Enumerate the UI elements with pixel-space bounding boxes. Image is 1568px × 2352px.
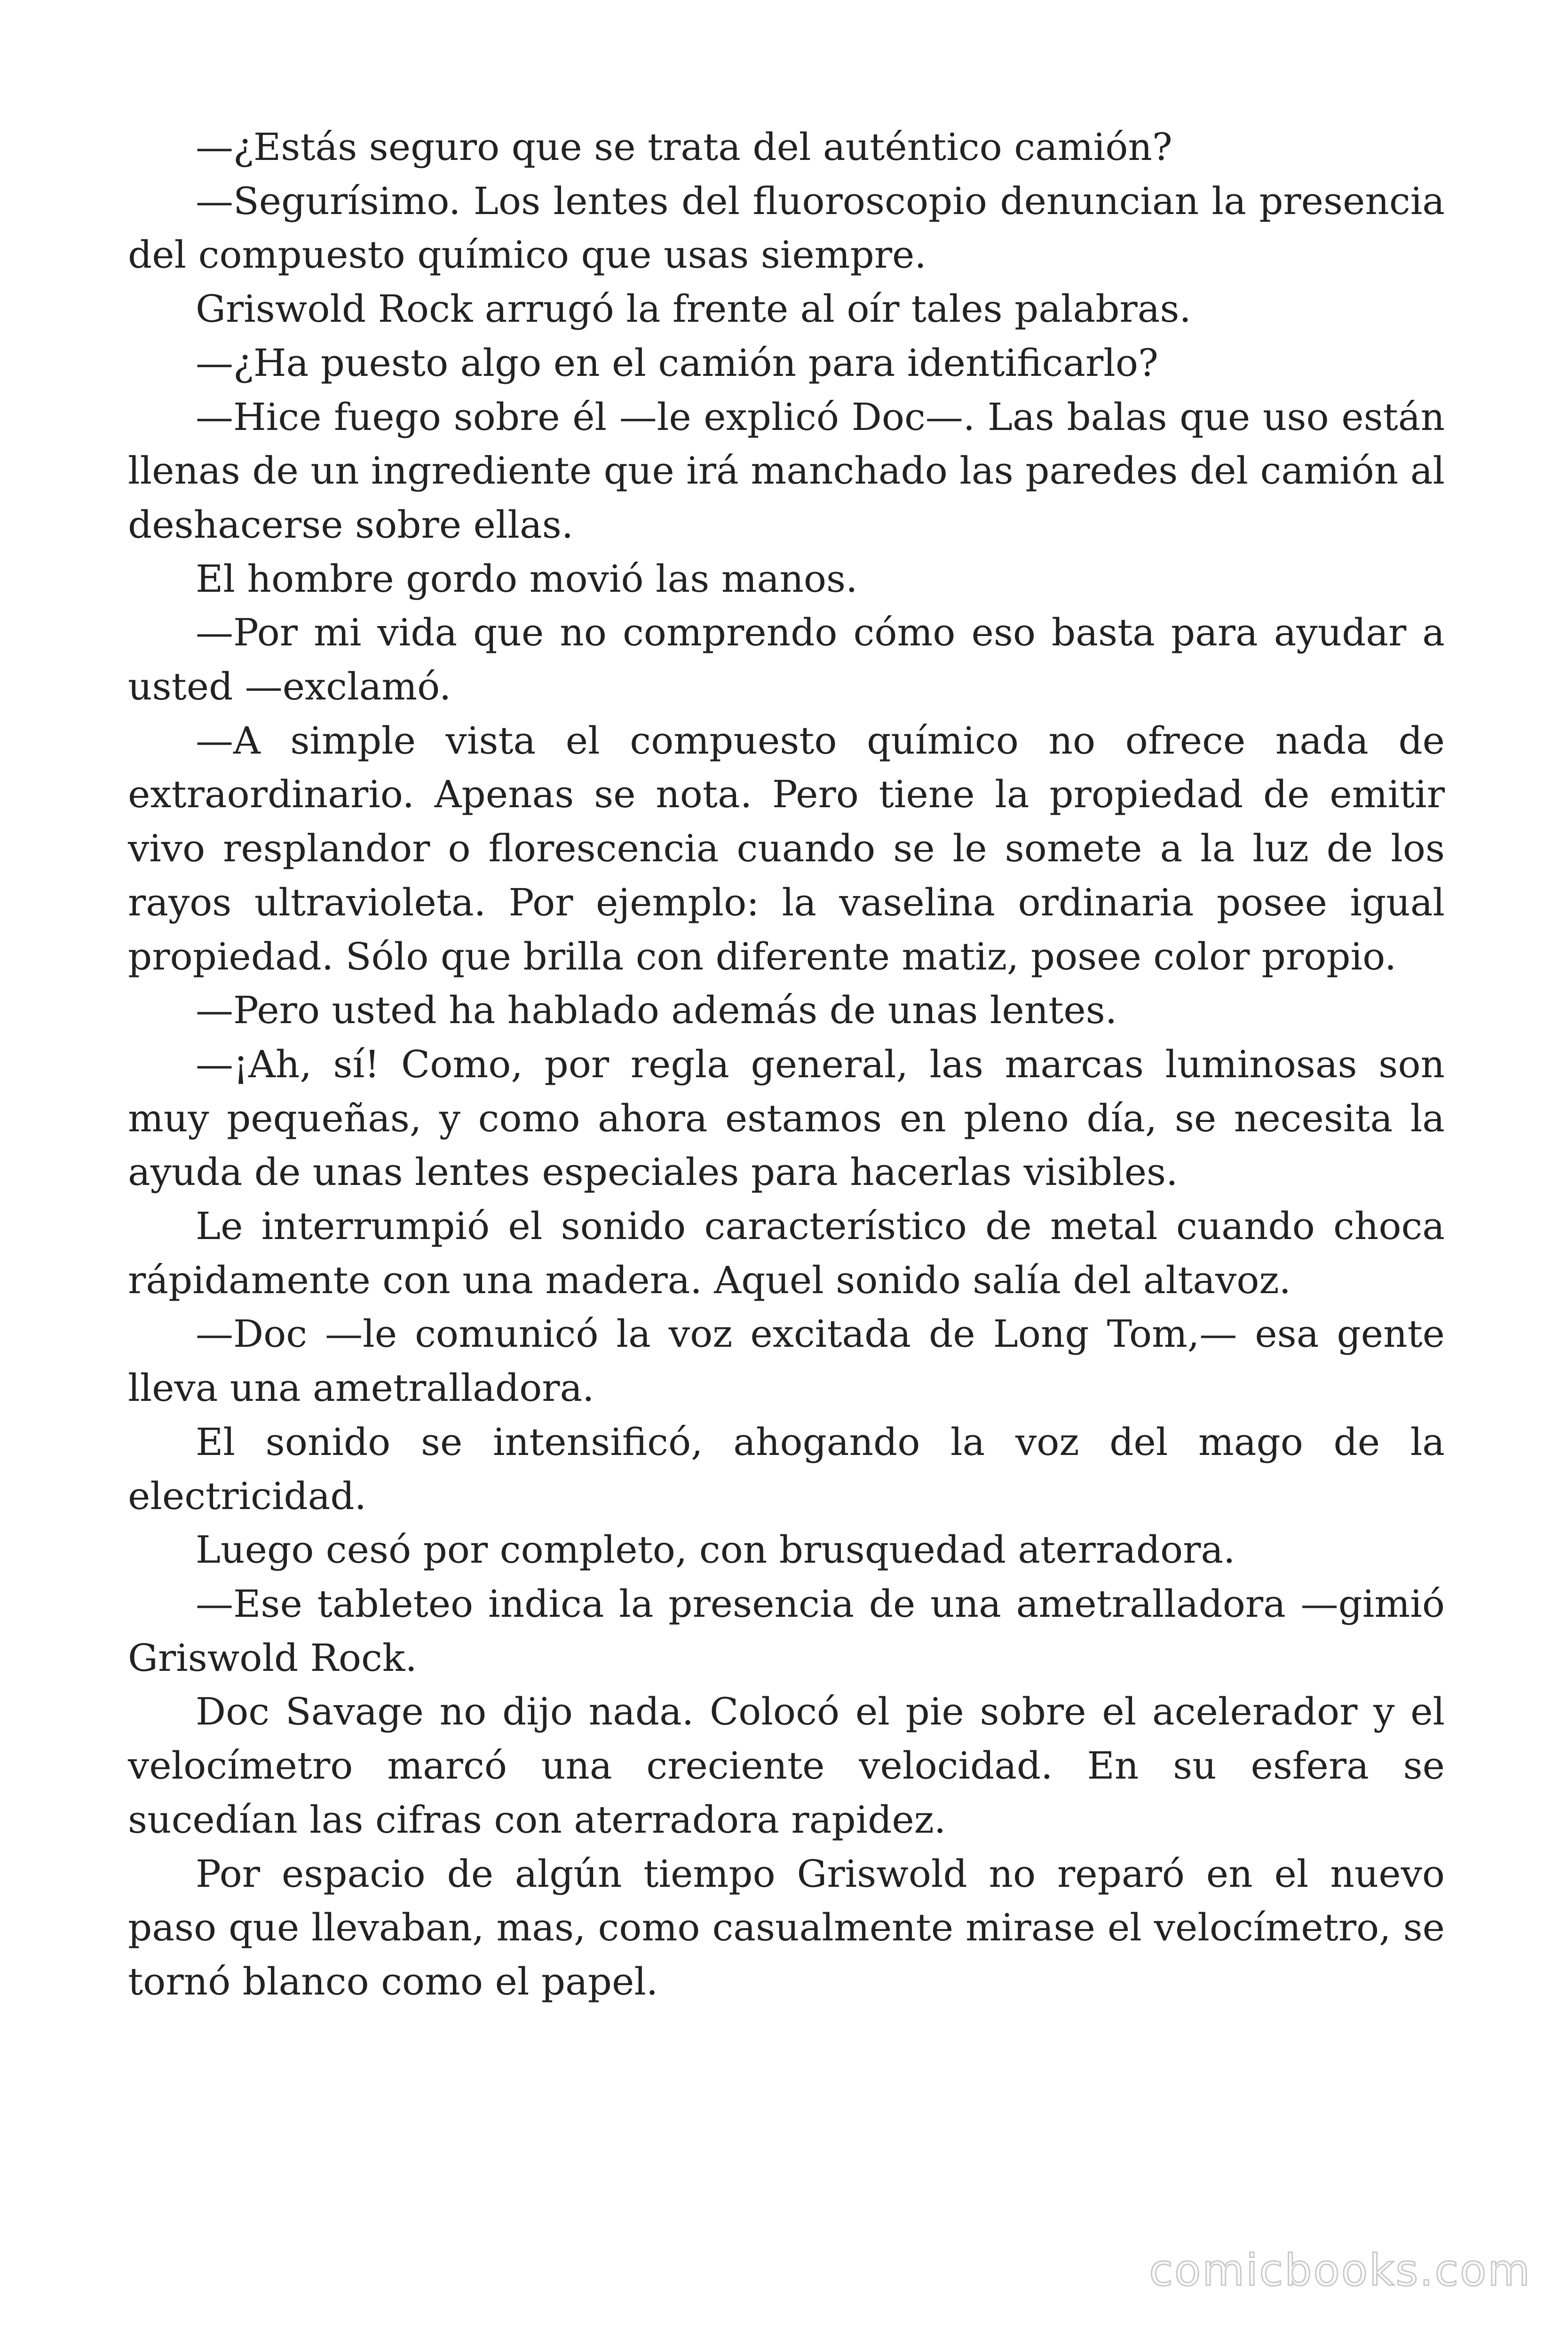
paragraph: Griswold Rock arrugó la frente al oír tales palabras.: [196, 287, 1191, 331]
paragraph: —¡Ah, sí! Como, por regla general, las marcas luminosas son muy pequeñas, y como ahora estamos en pleno día, se necesita la ayuda de unas lentes especiales para hacerlas visibles.: [128, 1042, 1445, 1194]
page-body-text: [128, 120, 1445, 2009]
paragraph: —Hice fuego sobre él —le explicó Doc—. Las balas que uso están llenas de un ingrediente que irá manchado las paredes del camión al deshacerse sobre ellas.: [128, 395, 1445, 547]
watermark: comicbooks.com: [1149, 2245, 1531, 2296]
paragraph: —Por mi vida que no comprendo cómo eso basta para ayudar a usted —exclamó.: [128, 611, 1445, 709]
paragraph: —A simple vista el compuesto químico no ofrece nada de extraordinario. Apenas se nota. Pero tiene la propiedad de emitir vivo resplandor o florescencia cuando se le somete a la luz de los rayos ultravioleta. Por ejemplo: la vaselina ordinaria posee igual propiedad. Sólo que brilla con diferente matiz, posee color propio.: [128, 718, 1445, 978]
paragraph: El hombre gordo movió las manos.: [196, 556, 858, 601]
paragraph: —Segurísimo. Los lentes del fluoroscopio denuncian la presencia del compuesto químico que usas siempre.: [128, 179, 1445, 277]
paragraph: —Ese tableteo indica la presencia de una ametralladora —gimió Griswold Rock.: [128, 1581, 1445, 1680]
paragraph: —¿Ha puesto algo en el camión para identificarlo?: [196, 341, 1158, 385]
paragraph: Luego cesó por completo, con brusquedad aterradora.: [196, 1528, 1235, 1572]
paragraph: Le interrumpió el sonido característico de metal cuando choca rápidamente con una madera. Aquel sonido salía del altavoz.: [128, 1204, 1445, 1302]
paragraph: —Doc —le comunicó la voz excitada de Long Tom,— esa gente lleva una ametralladora.: [128, 1312, 1445, 1410]
paragraph: Doc Savage no dijo nada. Colocó el pie sobre el acelerador y el velocímetro marcó una creciente velocidad. En su esfera se sucedían las cifras con aterradora rapidez.: [128, 1690, 1445, 1842]
paragraph: Por espacio de algún tiempo Griswold no reparó en el nuevo paso que llevaban, mas, como casualmente mirase el velocímetro, se tornó blanco como el papel.: [128, 1851, 1445, 2003]
paragraph: El sonido se intensificó, ahogando la voz del mago de la electricidad.: [128, 1420, 1445, 1518]
paragraph: —¿Estás seguro que se trata del auténtico camión?: [196, 125, 1172, 169]
paragraph: —Pero usted ha hablado además de unas lentes.: [196, 988, 1117, 1033]
